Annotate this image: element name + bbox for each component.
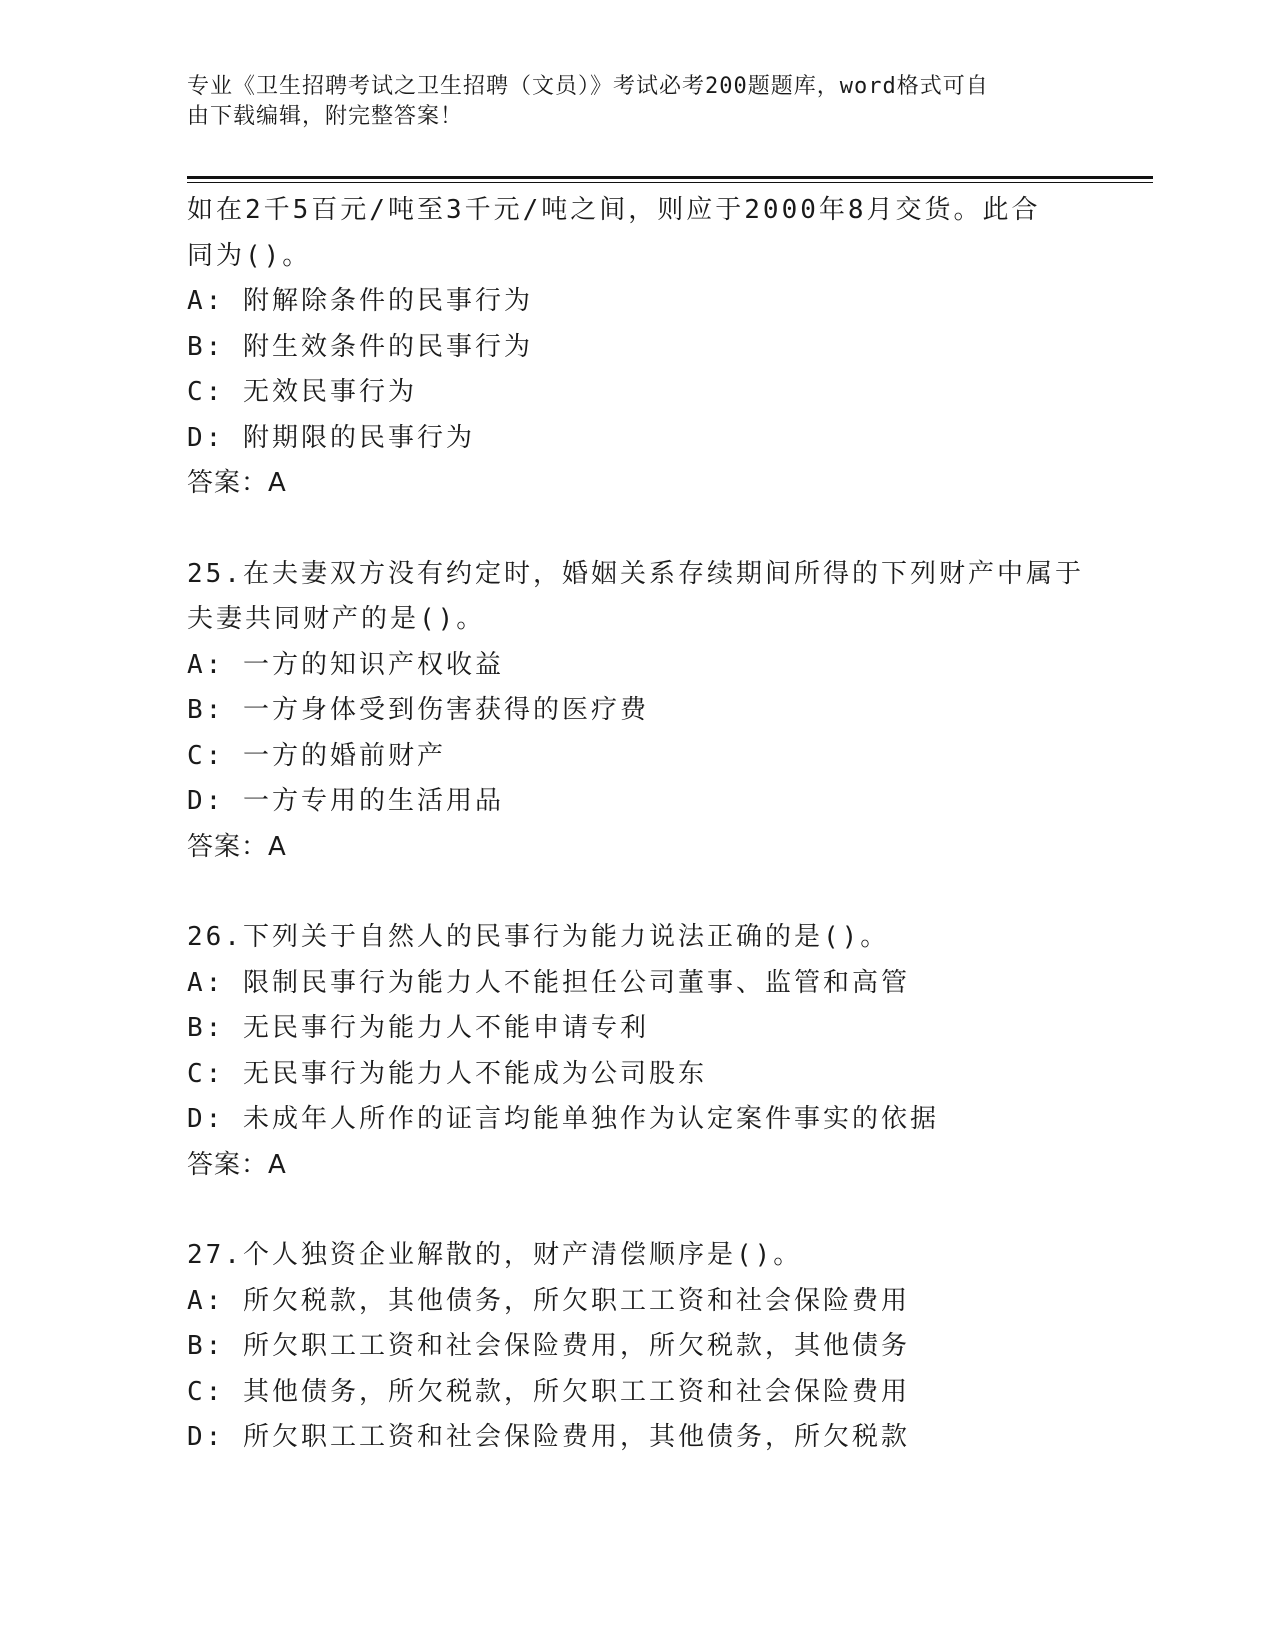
question-stem: 如在2千5百元/吨至3千元/吨之间，则应于2000年8月交货。此合 (187, 195, 1041, 225)
question-stem: 夫妻共同财产的是()。 (187, 604, 486, 634)
option-a: A: 所欠税款，其他债务，所欠职工工资和社会保险费用 (187, 1285, 910, 1316)
option-d: D: 所欠职工工资和社会保险费用，其他债务，所欠税款 (187, 1422, 910, 1452)
option-a: A: 限制民事行为能力人不能担任公司董事、监管和高管 (187, 967, 910, 998)
option-b: B: 附生效条件的民事行为 (187, 331, 533, 362)
question-26 (187, 915, 1087, 1188)
question-list (187, 188, 1087, 1461)
option-b: B: 所欠职工工资和社会保险费用，所欠税款，其他债务 (187, 1331, 910, 1361)
option-c: C: 无效民事行为 (187, 377, 417, 407)
question-25 (187, 552, 1087, 871)
document-header (187, 72, 1087, 132)
option-c: C: 一方的婚前财产 (187, 740, 446, 771)
question-27 (187, 1233, 1087, 1461)
option-d: D: 附期限的民事行为 (187, 422, 475, 453)
question-stem: 25.在夫妻双方没有约定时，婚姻关系存续期间所得的下列财产中属于 (187, 558, 1084, 589)
option-c: C: 其他债务，所欠税款，所欠职工工资和社会保险费用 (187, 1376, 910, 1407)
question-24-continued (187, 188, 1087, 507)
option-d: D: 一方专用的生活用品 (187, 786, 504, 816)
question-stem: 同为()。 (187, 240, 312, 271)
answer-line: 答案：A (187, 1149, 287, 1180)
header-line-2: 由下载编辑，附完整答案！ (187, 104, 464, 129)
option-a: A: 一方的知识产权收益 (187, 649, 504, 680)
header-divider-thick (187, 176, 1153, 179)
answer-line: 答案：A (187, 831, 287, 862)
question-stem: 27.个人独资企业解散的，财产清偿顺序是()。 (187, 1240, 803, 1270)
option-d: D: 未成年人所作的证言均能单独作为认定案件事实的依据 (187, 1104, 939, 1134)
option-b: B: 一方身体受到伤害获得的医疗费 (187, 695, 649, 725)
option-a: A: 附解除条件的民事行为 (187, 286, 533, 316)
option-b: B: 无民事行为能力人不能申请专利 (187, 1013, 649, 1043)
header-divider-thin (187, 182, 1153, 183)
header-line-1: 专业《卫生招聘考试之卫生招聘（文员）》考试必考200题题库，word格式可自 (187, 74, 989, 99)
question-stem: 26.下列关于自然人的民事行为能力说法正确的是()。 (187, 922, 890, 952)
answer-line: 答案：A (187, 468, 287, 498)
option-c: C: 无民事行为能力人不能成为公司股东 (187, 1058, 707, 1089)
